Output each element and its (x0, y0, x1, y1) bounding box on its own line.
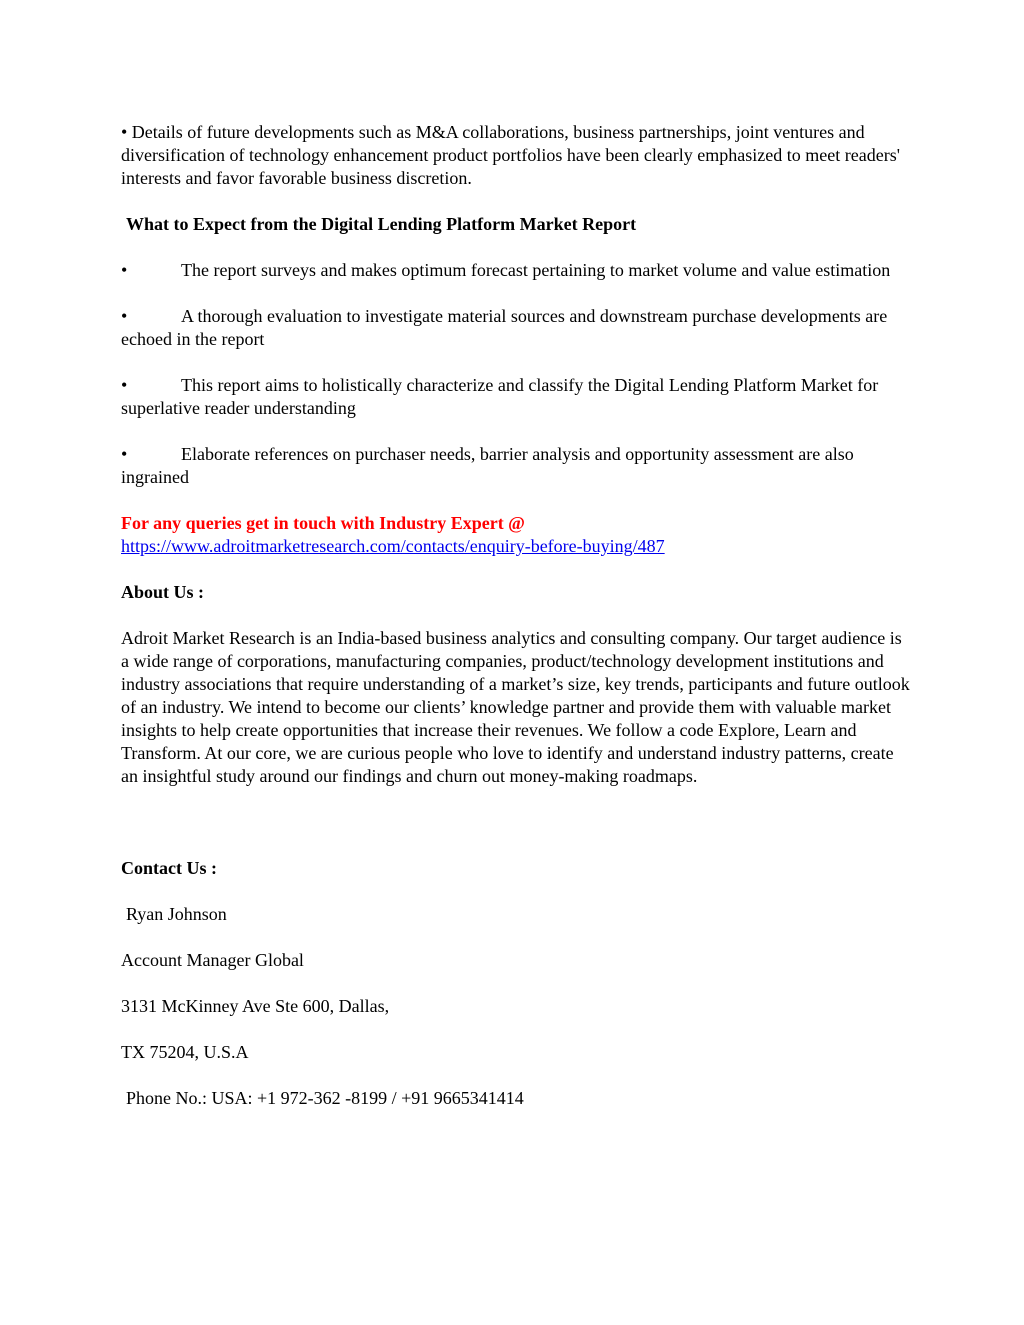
expect-item (121, 443, 911, 489)
cta-text: For any queries get in touch with Industry Expert @ (121, 513, 525, 533)
expect-heading: What to Expect from the Digital Lending Platform Market Report (126, 214, 637, 234)
contact-address-line1: 3131 McKinney Ave Ste 600, Dallas, (121, 996, 390, 1016)
bullet-mark: • (121, 444, 128, 464)
bullet-mark: • (121, 375, 128, 395)
about-heading: About Us : (121, 582, 205, 602)
contact-title: Account Manager Global (121, 950, 304, 970)
contact-heading: Contact Us : (121, 858, 217, 878)
expect-item-text: A thorough evaluation to investigate material sources and downstream purchase developments are echoed in the report (121, 306, 888, 349)
bullet-mark: • (121, 306, 128, 326)
intro-bullet: • Details of future developments such as M&A collaborations, business partnerships, joint ventures and diversification of technology enhancement product portfolios have been clearly emphasized to meet readers' interests and favor favorable business discretion. (121, 122, 900, 188)
contact-phone: Phone No.: USA: +1 972-362 -8199 / +91 9665341414 (126, 1088, 524, 1108)
expect-item (121, 259, 911, 282)
expect-item (121, 374, 911, 420)
about-body: Adroit Market Research is an India-based business analytics and consulting company. Our target audience is a wide range of corporations, manufacturing companies, product/technology development institutions and industry associations that require understanding of a market’s size, key trends, participants and future outlook of an industry. We intend to become our clients’ knowledge partner and provide them with valuable market insights to help create opportunities that increase their revenues. We follow a code Explore, Learn and Transform. At our core, we are curious people who love to identify and understand industry patterns, create an insightful study around our findings and churn out money-making roadmaps. (121, 628, 910, 786)
contact-name: Ryan Johnson (126, 904, 227, 924)
expect-item-text: This report aims to holistically characterize and classify the Digital Lending Platform Market for superlative reader understanding (121, 375, 879, 418)
document-page (121, 121, 911, 1133)
enquiry-link[interactable]: https://www.adroitmarketresearch.com/contacts/enquiry-before-buying/487 (121, 536, 665, 556)
expect-item-text: Elaborate references on purchaser needs, barrier analysis and opportunity assessment are also ingrained (121, 444, 854, 487)
contact-address-line2: TX 75204, U.S.A (121, 1042, 249, 1062)
contact-expert-callout (121, 512, 911, 558)
expect-item-text: The report surveys and makes optimum forecast pertaining to market volume and value estimation (181, 260, 891, 280)
bullet-mark: • (121, 260, 128, 280)
expect-item (121, 305, 911, 351)
